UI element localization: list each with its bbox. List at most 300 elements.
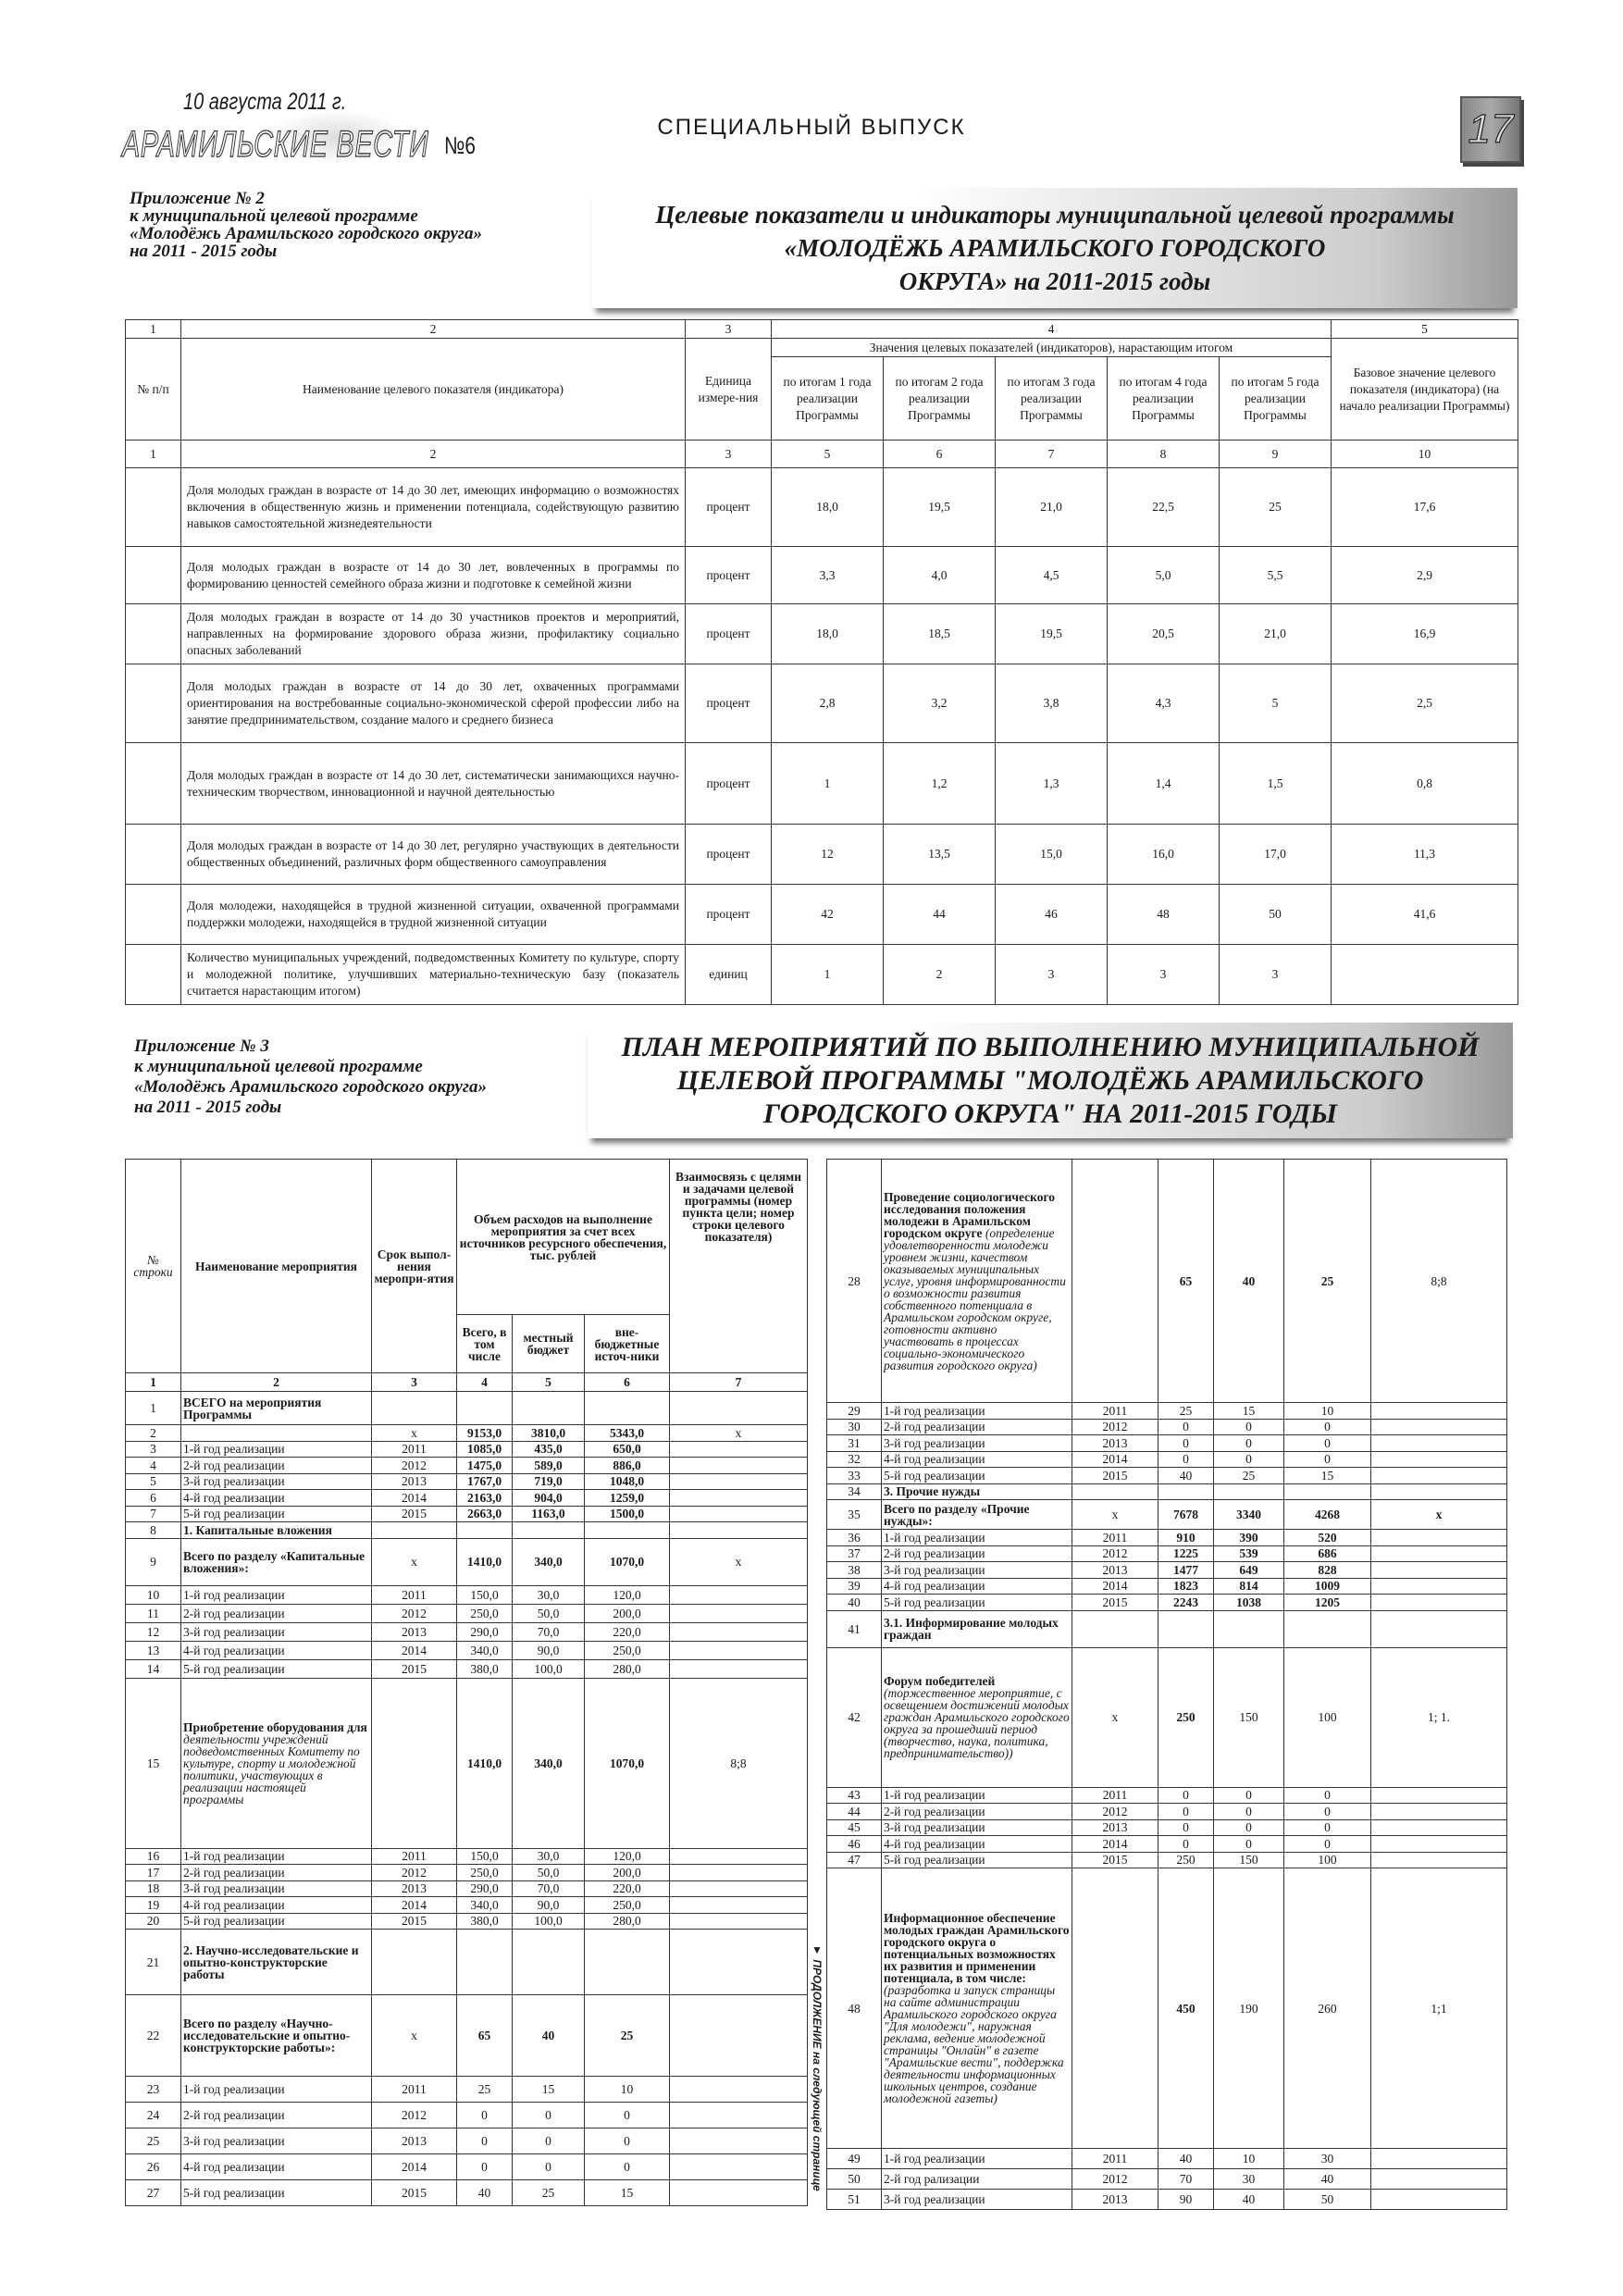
local-budget: 1163,0	[513, 1506, 585, 1522]
total-amount: 150,0	[457, 1585, 513, 1604]
indicator-row	[126, 468, 1518, 547]
term: 2012	[372, 1458, 457, 1474]
appendix-line: «Молодёжь Арамильского городского округа»	[130, 224, 482, 243]
total-amount: 1085,0	[457, 1441, 513, 1458]
extra-budget	[585, 1522, 670, 1539]
term	[1072, 1868, 1158, 2149]
row-number: 34	[827, 1483, 882, 1500]
term: 2014	[372, 2154, 457, 2180]
row-number: 21	[126, 1930, 181, 1995]
extra-budget: 280,0	[585, 1913, 670, 1930]
activity-title: 1-й год реализации	[884, 1403, 985, 1418]
goal-link	[670, 1641, 808, 1659]
indicator-value: 4,0	[884, 547, 996, 604]
total-amount	[457, 1930, 513, 1995]
activity-title: 2-й год реализации	[884, 1546, 985, 1561]
col-number: 6	[585, 1373, 670, 1392]
indicator-value: 5,0	[1108, 547, 1220, 604]
activity-name	[882, 1852, 1072, 1868]
row-number: 19	[126, 1897, 181, 1914]
activity-title: 3-й год реализации	[884, 1435, 985, 1450]
activity-title: 5-й год реализации	[884, 1853, 985, 1868]
goal-link	[670, 1441, 808, 1458]
extra-budget: 1070,0	[585, 1538, 670, 1585]
activity-name	[181, 2103, 372, 2128]
header-extra: вне-бюджетные источ-ники	[585, 1315, 670, 1373]
indicator-base: 41,6	[1332, 885, 1518, 945]
activity-name	[882, 1836, 1072, 1853]
plan-row	[827, 1403, 1507, 1420]
activity-name	[882, 1530, 1072, 1546]
activity-title: 5-й год реализации	[183, 1914, 285, 1929]
local-budget: 649	[1214, 1562, 1284, 1579]
issue-date: 10 августа 2011 г.	[183, 89, 347, 115]
activity-name	[882, 1595, 1072, 1611]
goal-link: 1; 1.	[1371, 1647, 1507, 1787]
extra-budget: 250,0	[585, 1897, 670, 1914]
goal-link	[1371, 1610, 1507, 1647]
activity-title: 1-й год реализации	[183, 2082, 285, 2096]
indicator-value: 16,0	[1108, 825, 1220, 885]
term: 2013	[372, 1880, 457, 1897]
total-amount: 65	[457, 1995, 513, 2077]
row-number: 30	[827, 1419, 882, 1435]
indicator-value: 3	[996, 945, 1108, 1005]
plan-row	[827, 1419, 1507, 1435]
title-line: Целевые показатели и индикаторы муниципальной целевой программы	[655, 201, 1455, 229]
sub-number: 1	[126, 441, 181, 468]
row-number: 17	[126, 1865, 181, 1881]
local-budget: 814	[1214, 1578, 1284, 1595]
sub-number: 7	[996, 441, 1108, 468]
plan-row	[126, 1604, 808, 1622]
row-number: 20	[126, 1913, 181, 1930]
row-number: 43	[827, 1787, 882, 1804]
activity-title: 3-й год реализации	[884, 2192, 985, 2206]
title-line: «МОЛОДЁЖЬ АРАМИЛЬСКОГО ГОРОДСКОГО	[784, 234, 1326, 262]
goal-link	[670, 1995, 808, 2077]
term: 2014	[1072, 1836, 1158, 1853]
activity-name	[882, 1468, 1072, 1484]
extra-budget: 40	[1284, 2169, 1371, 2190]
header-total: Всего, в том числе	[457, 1315, 513, 1373]
plan-row	[126, 1678, 808, 1848]
goal-link	[1371, 1483, 1507, 1500]
activity-name	[882, 1562, 1072, 1579]
local-budget: 539	[1214, 1545, 1284, 1562]
activity-title: 1-й год реализации	[183, 1849, 285, 1864]
indicator-value: 48	[1108, 885, 1220, 945]
extra-budget: 0	[585, 2103, 670, 2128]
goal-link	[670, 2103, 808, 2128]
total-amount: 0	[1158, 1836, 1214, 1853]
extra-budget: 25	[585, 1995, 670, 2077]
local-budget: 70,0	[513, 1880, 585, 1897]
total-amount: 0	[457, 2103, 513, 2128]
indicator-row	[126, 664, 1518, 743]
activity-name	[181, 1585, 372, 1604]
activity-title: 5-й год реализации	[884, 1468, 985, 1483]
extra-budget: 15	[585, 2180, 670, 2206]
activity-title: 1-й год реализации	[884, 1530, 985, 1545]
goal-link	[670, 2077, 808, 2103]
row-number	[126, 743, 181, 825]
activity-name	[181, 2154, 372, 2180]
indicator-unit: процент	[686, 664, 772, 743]
goal-link	[670, 1604, 808, 1622]
indicator-base: 2,9	[1332, 547, 1518, 604]
extra-budget: 0	[1284, 1836, 1371, 1853]
total-amount: 2243	[1158, 1595, 1214, 1611]
row-number: 6	[126, 1490, 181, 1507]
plan-row	[126, 1458, 808, 1474]
local-budget	[1214, 1610, 1284, 1647]
total-amount: 380,0	[457, 1659, 513, 1678]
plan-row	[827, 1530, 1507, 1546]
total-amount: 150,0	[457, 1848, 513, 1865]
col-number: 1	[126, 320, 181, 339]
row-number: 29	[827, 1403, 882, 1420]
activity-title: 3-й год реализации	[183, 1624, 285, 1639]
header-year: по итогам 3 года реализации Программы	[996, 357, 1108, 441]
total-amount: 40	[457, 2180, 513, 2206]
row-number: 41	[827, 1610, 882, 1647]
extra-budget: 200,0	[585, 1865, 670, 1881]
col-number: 3	[686, 320, 772, 339]
total-amount: 0	[457, 2128, 513, 2154]
appendix-line: к муниципальной целевой программе	[134, 1057, 423, 1076]
row-number: 5	[126, 1473, 181, 1490]
col-number: 5	[1332, 320, 1518, 339]
indicator-name: Доля молодых граждан в возрасте от 14 до 30 лет, имеющих информацию о возможностях включения в общественную жизнь и применении потенциала, содействующую развитию навыков самостоятельной жизнедеятельности	[181, 468, 686, 547]
total-amount: 7678	[1158, 1500, 1214, 1530]
indicator-value: 3,8	[996, 664, 1108, 743]
total-amount: 910	[1158, 1530, 1214, 1546]
goal-link	[670, 2154, 808, 2180]
activity-name	[882, 1483, 1072, 1500]
plan-row	[827, 2149, 1507, 2169]
total-amount: 250,0	[457, 1604, 513, 1622]
indicator-name: Доля молодых граждан в возрасте от 14 до 30 участников проектов и мероприятий, направленных на формирование здорового образа жизни, профилактику социально опасных заболеваний	[181, 604, 686, 664]
goal-link	[1371, 1530, 1507, 1546]
local-budget	[513, 1522, 585, 1539]
indicator-unit: процент	[686, 743, 772, 825]
activity-title: 3-й год реализации	[183, 2134, 285, 2148]
goal-link	[670, 1506, 808, 1522]
local-budget: 90,0	[513, 1897, 585, 1914]
column-number-row	[126, 320, 1518, 339]
activity-title: Всего по разделу «Прочие нужды»:	[884, 1501, 1030, 1528]
row-number: 44	[827, 1804, 882, 1820]
indicator-base: 2,5	[1332, 664, 1518, 743]
col-number: 5	[513, 1373, 585, 1392]
extra-budget: 0	[1284, 1419, 1371, 1435]
activity-name	[181, 1473, 372, 1490]
activity-title: 4-й год реализации	[884, 1452, 985, 1467]
extra-budget: 650,0	[585, 1441, 670, 1458]
plan-row	[126, 1622, 808, 1641]
goal-link	[1371, 2149, 1507, 2169]
extra-budget: 25	[1284, 1160, 1371, 1403]
total-amount: 250	[1158, 1852, 1214, 1868]
activity-title: 1-й год реализации	[183, 1587, 285, 1602]
total-amount: 290,0	[457, 1622, 513, 1641]
row-number: 15	[126, 1678, 181, 1848]
total-amount: 1410,0	[457, 1678, 513, 1848]
goal-link	[1371, 1403, 1507, 1420]
indicator-value: 2	[884, 945, 996, 1005]
goal-link: х	[1371, 1500, 1507, 1530]
sub-number: 5	[772, 441, 884, 468]
goal-link	[1371, 2190, 1507, 2210]
activity-title: 4-й год реализации	[183, 1643, 285, 1657]
total-amount: 9153,0	[457, 1425, 513, 1442]
local-budget: 10	[1214, 2149, 1284, 2169]
activity-name	[882, 1451, 1072, 1468]
activity-name	[181, 1604, 372, 1622]
indicator-value: 1,2	[884, 743, 996, 825]
indicator-value: 50	[1220, 885, 1332, 945]
row-number: 31	[827, 1435, 882, 1452]
activity-name	[882, 1868, 1072, 2149]
header-year: по итогам 1 года реализации Программы	[772, 357, 884, 441]
header-year: по итогам 5 года реализации Программы	[1220, 357, 1332, 441]
local-budget	[513, 1392, 585, 1425]
indicator-value: 42	[772, 885, 884, 945]
activity-title: ВСЕГО на мероприятия Программы	[183, 1395, 322, 1421]
indicator-value: 3,2	[884, 664, 996, 743]
plan-row	[827, 1647, 1507, 1787]
goal-link	[670, 1848, 808, 1865]
activity-name	[181, 1506, 372, 1522]
total-amount: 0	[1158, 1451, 1214, 1468]
plan-row	[126, 1865, 808, 1881]
plan-row	[827, 1610, 1507, 1647]
local-budget: 150	[1214, 1852, 1284, 1868]
goal-link	[670, 1622, 808, 1641]
appendix-3-caption	[134, 1036, 487, 1118]
header-base: Базовое значение целевого показателя (индикатора) (на начало реализации Программы)	[1332, 339, 1518, 441]
indicator-name: Доля молодых граждан в возрасте от 14 до 30 лет, систематически занимающихся научно-техническим творчеством, инновационной и научной деятельностью	[181, 743, 686, 825]
activity-name	[181, 1441, 372, 1458]
total-amount: 1410,0	[457, 1538, 513, 1585]
plan-row	[126, 2154, 808, 2180]
total-amount: 250	[1158, 1647, 1214, 1787]
extra-budget: 0	[1284, 1435, 1371, 1452]
term: 2013	[1072, 1435, 1158, 1452]
activity-note: (разработка и запуск страницы на сайте администрации Арамильского городского округа "Для молодежи", наружная реклама, ведение молодежной страницы "Онлайн" в газете "Арамильские вести", поддержка деятельности информационных школьных центров, создание молодежной газеты)	[884, 1983, 1064, 2105]
activity-name	[882, 2190, 1072, 2210]
total-amount: 40	[1158, 1468, 1214, 1484]
title-line: ОКРУГА» на 2011-2015 годы	[898, 267, 1211, 295]
indicator-value: 19,5	[996, 604, 1108, 664]
local-budget: 340,0	[513, 1678, 585, 1848]
indicator-value: 1	[772, 743, 884, 825]
local-budget: 3810,0	[513, 1425, 585, 1442]
col-number: 3	[372, 1373, 457, 1392]
extra-budget: 100	[1284, 1647, 1371, 1787]
activity-title: 2-й год реализации	[884, 1804, 985, 1818]
extra-budget: 15	[1284, 1468, 1371, 1484]
title-line: ЦЕЛЕВОЙ ПРОГРАММЫ "МОЛОДЁЖЬ АРАМИЛЬСКОГО	[676, 1064, 1424, 1096]
activity-title: 4-й год реализации	[183, 1897, 285, 1912]
indicator-value: 3	[1108, 945, 1220, 1005]
page-number: 17	[1468, 106, 1514, 152]
row-number	[126, 945, 181, 1005]
appendix-line: к муниципальной целевой программе	[130, 206, 418, 226]
row-number: 36	[827, 1530, 882, 1546]
activity-name	[181, 1641, 372, 1659]
total-amount: 90	[1158, 2190, 1214, 2210]
row-number	[126, 825, 181, 885]
row-number: 1	[126, 1392, 181, 1425]
activity-title: Всего по разделу «Капитальные вложения»:	[183, 1548, 365, 1575]
activity-name	[181, 2128, 372, 2154]
goal-link	[670, 1473, 808, 1490]
sub-number: 8	[1108, 441, 1220, 468]
indicator-value: 44	[884, 885, 996, 945]
local-budget: 0	[1214, 1819, 1284, 1836]
row-number: 10	[126, 1585, 181, 1604]
term: 2011	[372, 1585, 457, 1604]
header-year: по итогам 2 года реализации Программы	[884, 357, 996, 441]
activity-name	[882, 1610, 1072, 1647]
local-budget: 25	[513, 2180, 585, 2206]
term: 2015	[1072, 1468, 1158, 1484]
extra-budget: 0	[585, 2128, 670, 2154]
total-amount: 1225	[1158, 1545, 1214, 1562]
goal-link	[670, 1585, 808, 1604]
total-amount: 1823	[1158, 1578, 1214, 1595]
sub-number: 3	[686, 441, 772, 468]
activity-name	[882, 1160, 1072, 1403]
local-budget: 30	[1214, 2169, 1284, 2190]
row-number: 49	[827, 2149, 882, 2169]
indicator-unit: единиц	[686, 945, 772, 1005]
goal-link: 8;8	[1371, 1160, 1507, 1403]
header-link: Взаимосвязь с целями и задачами целевой программы (номер пункта цели; номер строки целевого показателя)	[670, 1160, 808, 1373]
indicator-value: 12	[772, 825, 884, 885]
plan-row	[126, 1930, 808, 1995]
local-budget	[513, 1930, 585, 1995]
indicator-value: 20,5	[1108, 604, 1220, 664]
activity-title: Всего по разделу «Научно-исследовательские и опытно-конструкторские работы»:	[183, 2017, 351, 2054]
extra-budget: 5343,0	[585, 1425, 670, 1442]
extra-budget	[1284, 1483, 1371, 1500]
plan-row	[126, 1913, 808, 1930]
indicator-value: 13,5	[884, 825, 996, 885]
indicator-row	[126, 945, 1518, 1005]
local-budget: 100,0	[513, 1913, 585, 1930]
page-number-box	[1460, 96, 1521, 163]
indicator-row	[126, 743, 1518, 825]
indicator-value: 3,3	[772, 547, 884, 604]
goal-link	[1371, 1787, 1507, 1804]
activity-title: 1-й год реализации	[884, 2152, 985, 2166]
row-number: 40	[827, 1595, 882, 1611]
plan-table-left	[125, 1159, 808, 2206]
local-budget: 15	[1214, 1403, 1284, 1420]
row-number	[126, 885, 181, 945]
activity-title: 5-й год реализации	[183, 1507, 285, 1521]
local-budget: 719,0	[513, 1473, 585, 1490]
local-budget: 90,0	[513, 1641, 585, 1659]
plan-row	[126, 1441, 808, 1458]
goal-link: 8;8	[670, 1678, 808, 1848]
row-number: 13	[126, 1641, 181, 1659]
term: х	[1072, 1647, 1158, 1787]
goal-link	[1371, 1468, 1507, 1484]
plan-row	[827, 1468, 1507, 1484]
goal-link	[1371, 1545, 1507, 1562]
activity-title: 4-й год реализации	[183, 1490, 285, 1505]
term: 2014	[372, 1641, 457, 1659]
total-amount: 0	[1158, 1819, 1214, 1836]
term: 2014	[372, 1490, 457, 1507]
term: 2012	[1072, 1545, 1158, 1562]
indicator-value: 5	[1220, 664, 1332, 743]
section-title: СПЕЦИАЛЬНЫЙ ВЫПУСК	[657, 115, 966, 140]
extra-budget: 0	[1284, 1819, 1371, 1836]
term: х	[372, 1538, 457, 1585]
term	[1072, 1483, 1158, 1500]
indicator-value: 18,0	[772, 468, 884, 547]
row-number: 32	[827, 1451, 882, 1468]
indicator-unit: процент	[686, 468, 772, 547]
extra-budget: 1500,0	[585, 1506, 670, 1522]
local-budget: 40	[1214, 2190, 1284, 2210]
extra-budget: 260	[1284, 1868, 1371, 2149]
local-budget: 40	[1214, 1160, 1284, 1403]
row-number	[126, 664, 181, 743]
plan-row	[126, 1995, 808, 2077]
local-budget: 40	[513, 1995, 585, 2077]
plan-row	[126, 1506, 808, 1522]
local-budget: 390	[1214, 1530, 1284, 1546]
title-line: ПЛАН МЕРОПРИЯТИЙ ПО ВЫПОЛНЕНИЮ МУНИЦИПАЛЬНОЙ	[621, 1031, 1480, 1062]
issue-number: №6	[444, 131, 476, 159]
plan-row	[827, 1804, 1507, 1820]
indicator-value: 4,3	[1108, 664, 1220, 743]
indicator-name: Доля молодых граждан в возрасте от 14 до 30 лет, регулярно участвующих в деятельности общественных объединений, различных форм общественного самоуправления	[181, 825, 686, 885]
activity-name	[181, 1865, 372, 1881]
row-number: 39	[827, 1578, 882, 1595]
term: х	[372, 1995, 457, 2077]
row-number: 38	[827, 1562, 882, 1579]
indicator-unit: процент	[686, 604, 772, 664]
term: 2015	[1072, 1595, 1158, 1611]
term: 2012	[372, 1865, 457, 1881]
activity-name	[882, 1500, 1072, 1530]
extra-budget: 1070,0	[585, 1678, 670, 1848]
plan-row	[126, 1848, 808, 1865]
indicator-value: 21,0	[1220, 604, 1332, 664]
row-number: 33	[827, 1468, 882, 1484]
activity-name	[181, 1622, 372, 1641]
activity-name	[882, 1804, 1072, 1820]
total-amount	[1158, 1483, 1214, 1500]
goal-link	[1371, 1595, 1507, 1611]
local-budget: 0	[1214, 1787, 1284, 1804]
extra-budget: 1048,0	[585, 1473, 670, 1490]
indicator-value: 17,0	[1220, 825, 1332, 885]
row-number: 12	[126, 1622, 181, 1641]
goal-link	[670, 1897, 808, 1914]
activity-title: Информационное обеспечение молодых граждан Арамильского городского округа о потенциальных возможностях их развития и применении потенциала, в том числе:	[884, 1911, 1070, 1985]
header-num: № строки	[126, 1160, 181, 1373]
row-number: 26	[126, 2154, 181, 2180]
total-amount: 450	[1158, 1868, 1214, 2149]
